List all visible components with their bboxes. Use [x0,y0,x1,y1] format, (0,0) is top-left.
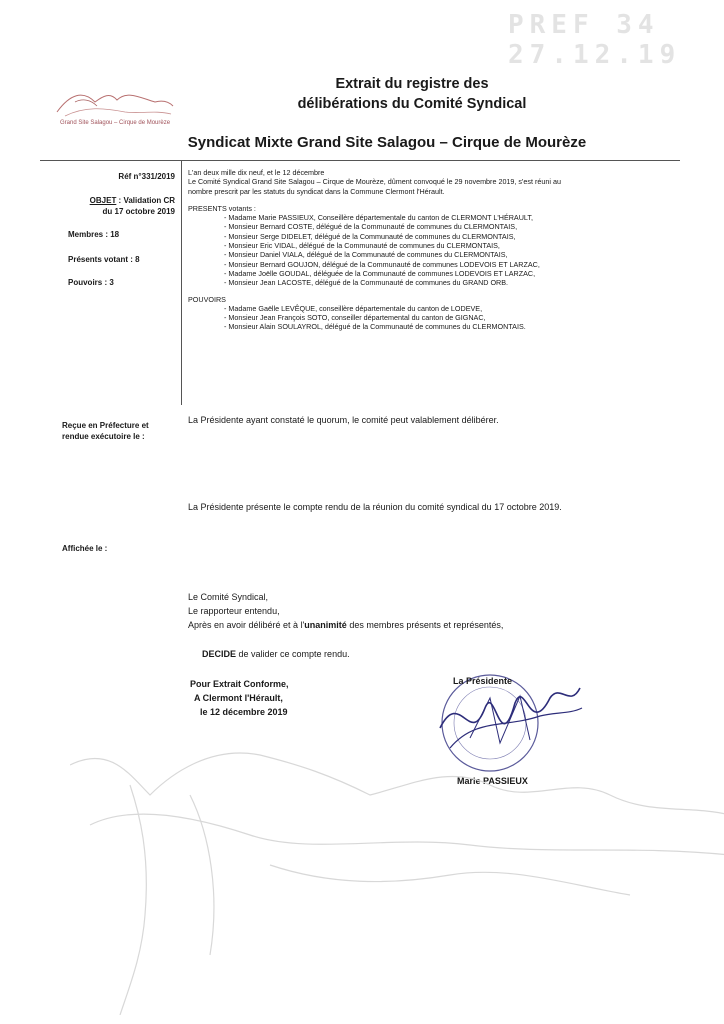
extrait-conforme [190,677,390,719]
stamp-line-2: 27.12.19 [508,40,682,70]
unanimite-word: unanimité [304,620,347,630]
decide-rest: de valider ce compte rendu. [236,649,350,659]
presents-title: PRESENTS votants : [188,203,256,213]
attendee-item: - Monsieur Serge DIDELET, délégué de la Communauté de communes du CLERMONTAIS, [224,231,516,241]
intro-line-1: L'an deux mille dix neuf, et le 12 décembre [188,168,325,177]
recue-line-1: Reçue en Préfecture et [62,421,149,430]
signatory-name: Marie PASSIEUX [457,776,528,786]
intro-line-3: nombre prescrit par les statuts du syndicat dans la Commune Clermont l'Hérault. [188,186,445,196]
attendee-item: - Monsieur Eric VIDAL, délégué de la Communauté de communes du CLERMONTAIS, [224,241,500,251]
landscape-watermark [70,735,724,1015]
pouvoirs-count: Pouvoirs : 3 [68,278,114,287]
attendee-item: - Madame Marie PASSIEUX, Conseillère départementale du canton de CLERMONT L'HÉRAULT, [224,213,533,223]
presentation-text: La Présidente présente le compte rendu de la réunion du comité syndical du 17 octobre 2019. [188,502,562,512]
decision-preamble [188,590,688,632]
header-rule [40,160,680,161]
objet-label: OBJET [89,196,117,205]
deliberation-part-1: Après en avoir délibéré et à l' [188,620,305,630]
extrait-line-2: A Clermont l'Hérault, [194,693,283,703]
pouvoirs-title: POUVOIRS [188,294,226,304]
attendee-item: - Monsieur Bernard GOUJON, délégué de la Communauté de communes LODEVOIS ET LARZAC, [224,259,540,269]
decide-line [202,648,702,660]
deliberation-intro [188,168,688,332]
objet-text: : Validation CR [116,196,175,205]
stamp-line-1: PREF 34 [508,10,660,40]
document-title [0,74,724,114]
attendee-item: - Madame Gaëlle LEVÊQUE, conseillère départementale du canton de LODEVE, [224,303,483,313]
membres-count: Membres : 18 [68,230,120,239]
title-line-2: délibérations du Comité Syndical [297,96,527,112]
pouvoirs-list [188,304,688,332]
attendee-item: - Monsieur Bernard COSTE, délégué de la Communauté de communes du CLERMONTAIS, [224,222,518,232]
rapporteur-line: Le rapporteur entendu, [188,606,280,616]
recue-line-2: rendue exécutoire le : [62,432,145,441]
deliberation-line [188,618,688,632]
extrait-line-1: Pour Extrait Conforme, [190,679,289,689]
title-line-1: Extrait du registre des [335,76,489,92]
presidente-title: La Présidente [453,676,513,686]
deliberation-part-2: des membres présents et représentés, [346,620,504,630]
attendee-item: - Monsieur Alain SOULAYROL, délégué de la Communauté de communes du CLERMONTAIS. [224,322,526,332]
presents-count: Présents votant : 8 [68,255,140,264]
objet-line [40,196,175,205]
extrait-line-3: le 12 décembre 2019 [200,707,288,717]
comite-line: Le Comité Syndical, [188,592,269,602]
decide-word: DECIDE [202,649,237,659]
objet-date: du 17 octobre 2019 [102,207,175,216]
attendee-item: - Monsieur Jean François SOTO, conseiller départemental du canton de GIGNAC, [224,313,486,323]
presents-list [188,213,688,287]
affichee-label: Affichée le : [62,544,108,553]
reference-number: Réf n°331/2019 [118,172,175,181]
attendee-item: - Madame Joëlle GOUDAL, déléguée de la Communauté de communes LODEVOIS ET LARZAC, [224,268,536,278]
attendee-item: - Monsieur Daniel VIALA, délégué de la Communauté de communes du CLERMONTAIS, [224,250,508,260]
attendee-item: - Monsieur Jean LACOSTE, délégué de la Communauté de communes du GRAND ORB. [224,278,509,288]
organisation-name: Syndicat Mixte Grand Site Salagou – Cirque de Mourèze [187,134,587,151]
column-divider [181,161,182,405]
prefecture-stamp [508,10,682,70]
intro-line-2: Le Comité Syndical Grand Site Salagou – Cirque de Mourèze, dûment convoqué le 29 novembre 2019, s'est réuni au [188,177,561,187]
logo-caption: Grand Site Salagou – Cirque de Mourèze [60,120,171,126]
quorum-text: La Présidente ayant constaté le quorum, le comité peut valablement délibérer. [188,415,499,425]
